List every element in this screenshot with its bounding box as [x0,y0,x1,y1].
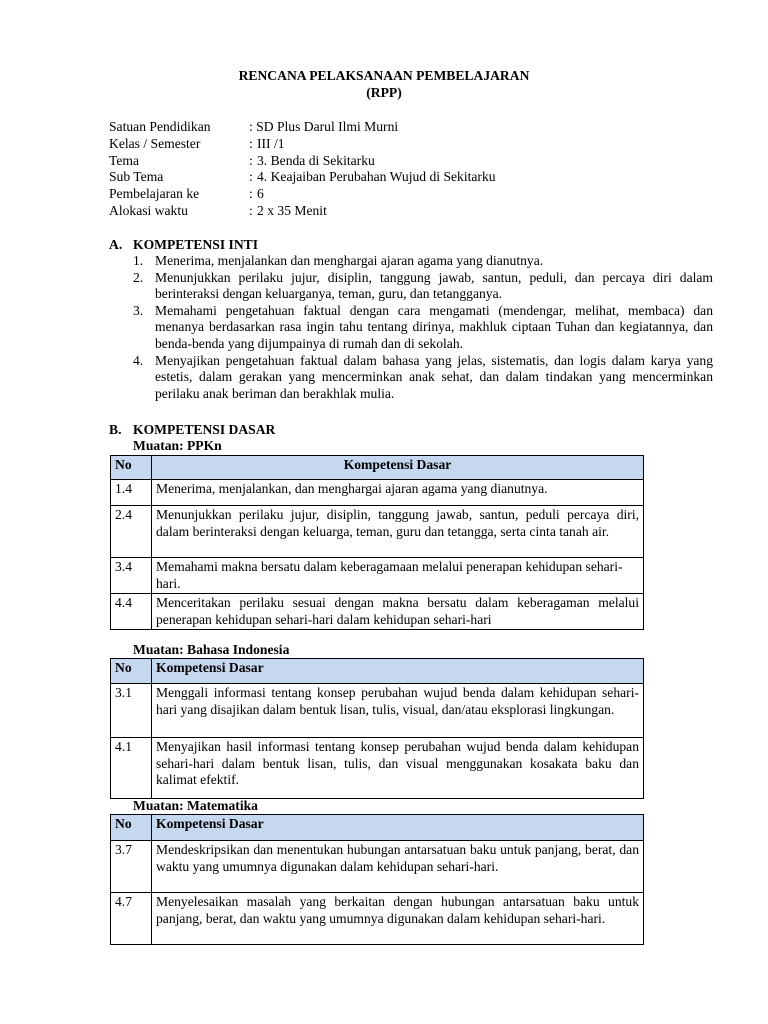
row-no: 3.4 [111,558,152,594]
list-item [133,353,713,403]
info-label: Satuan Pendidikan [109,119,211,134]
info-colon: : [249,186,253,202]
list-number: 1. [133,253,144,268]
list-number: 3. [133,302,144,318]
info-value: 2 x 35 Menit [257,202,327,218]
kd-table-bahasa-indonesia [110,658,644,799]
info-label: Kelas / Semester [109,135,201,151]
info-colon: : [249,135,253,151]
section-letter: A. [109,237,123,252]
info-colon: : [249,169,253,185]
row-text: Menceritakan perilaku sesuai dengan makna bersatu dalam keberagaman melalui penerapan kehidupan sehari-hari dalam kehidupan sehari-hari [152,594,644,630]
info-label: Alokasi waktu [109,202,188,218]
list-number: 4. [133,352,144,368]
info-row [109,203,496,220]
list-item [133,303,713,353]
list-number: 2. [133,269,144,285]
table-header-row [111,815,644,841]
info-value: : SD Plus Darul Ilmi Murni [249,119,399,134]
header-no: No [111,456,152,480]
title-line-1: RENCANA PELAKSANAAN PEMBELAJARAN [238,68,530,83]
row-no: 4.4 [111,594,152,630]
kd-table-ppkn [110,455,644,630]
row-text: Menyajikan hasil informasi tentang konsep perubahan wujud benda dalam kehidupan sehari-hari dalam bentuk lisan, tulis, dan visual menggunakan kosakata baku dan kalimat efektif. [152,738,644,799]
info-colon: : [249,202,253,218]
row-text: Menggali informasi tentang konsep perubahan wujud benda dalam kehidupan sehari-hari yang disajikan dalam bentuk lisan, tulis, visual, dan/atau eksplorasi lingkungan. [152,684,644,738]
section-a-heading [109,237,258,254]
muatan-label: Muatan: PPKn [133,438,222,453]
row-text: Memahami makna bersatu dalam keberagamaan melalui penerapan kehidupan sehari-hari. [152,558,644,594]
header-kd: Kompetensi Dasar [152,815,644,841]
document-title [0,68,768,101]
identity-block [109,119,496,220]
table-row [111,684,644,738]
row-text: Mendeskripsikan dan menentukan hubungan antarsatuan baku untuk panjang, berat, dan waktu yang umumnya digunakan dalam kehidupan sehari-hari. [152,841,644,893]
table-row [111,506,644,558]
header-no: No [111,659,152,684]
section-b-heading [109,422,275,439]
row-no: 4.7 [111,893,152,945]
info-value: 4. Keajaiban Perubahan Wujud di Sekitarku [257,169,496,185]
list-item [133,270,713,303]
info-value: III /1 [257,135,285,151]
table-row [111,594,644,630]
table-header-row [111,456,644,480]
info-label: Sub Tema [109,169,164,185]
info-row [109,153,496,170]
info-value: 3. Benda di Sekitarku [257,152,375,168]
muatan-label: Muatan: Matematika [133,798,258,813]
kompetensi-inti-list [133,253,713,402]
row-no: 3.1 [111,684,152,738]
info-value: 6 [257,186,264,202]
list-text: Menyajikan pengetahuan faktual dalam bahasa yang jelas, sistematis, dan logis dalam karya yang estetis, dalam gerakan yang mencerminkan anak sehat, dan dalam tindakan yang mencerminkan perilaku anak beriman dan berakhlak mulia. [155,352,713,401]
table-row [111,738,644,799]
list-text: Memahami pengetahuan faktual dengan cara mengamati (mendengar, melihat, membaca) dan menanya berdasarkan rasa ingin tahu tentang dirinya, makhluk ciptaan Tuhan dan kegiatannya, dan benda-benda yang dijumpainya di rumah dan di sekolah. [155,302,713,351]
table-row [111,558,644,594]
info-row [109,136,496,153]
table-header-row [111,659,644,684]
row-no: 1.4 [111,480,152,506]
info-row [109,186,496,203]
title-line-2: (RPP) [366,84,402,100]
row-text: Menunjukkan perilaku jujur, disiplin, tanggung jawab, santun, peduli percaya diri, dalam berinteraksi dengan keluarga, teman, guru dan tetangga, serta cinta tanah air. [152,506,644,558]
list-text: Menerima, menjalankan dan menghargai ajaran agama yang dianutnya. [155,253,544,268]
section-letter: B. [109,422,122,437]
header-kd: Kompetensi Dasar [152,456,644,480]
table-row [111,893,644,945]
row-no: 2.4 [111,506,152,558]
table-row [111,841,644,893]
row-text: Menyelesaikan masalah yang berkaitan dengan hubungan antarsatuan baku untuk panjang, berat, dan waktu yang umumnya digunakan dalam kehidupan sehari-hari. [152,893,644,945]
list-text: Menunjukkan perilaku jujur, disiplin, tanggung jawab, santun, peduli, dan percaya diri dalam berinteraksi dengan keluarganya, teman, guru, dan tetangganya. [155,269,713,302]
section-title: KOMPETENSI DASAR [133,422,276,437]
row-text: Menerima, menjalankan, dan menghargai ajaran agama yang dianutnya. [152,480,644,506]
list-item [133,253,713,270]
section-title: KOMPETENSI INTI [133,237,259,252]
row-no: 4.1 [111,738,152,799]
kd-table-matematika [110,814,644,945]
table-row [111,480,644,506]
info-label: Tema [109,152,139,168]
info-row [109,169,496,186]
info-row [109,119,496,136]
header-kd: Kompetensi Dasar [152,659,644,684]
header-no: No [111,815,152,841]
info-colon: : [249,152,253,168]
info-label: Pembelajaran ke [109,186,200,202]
muatan-label: Muatan: Bahasa Indonesia [133,642,290,657]
row-no: 3.7 [111,841,152,893]
